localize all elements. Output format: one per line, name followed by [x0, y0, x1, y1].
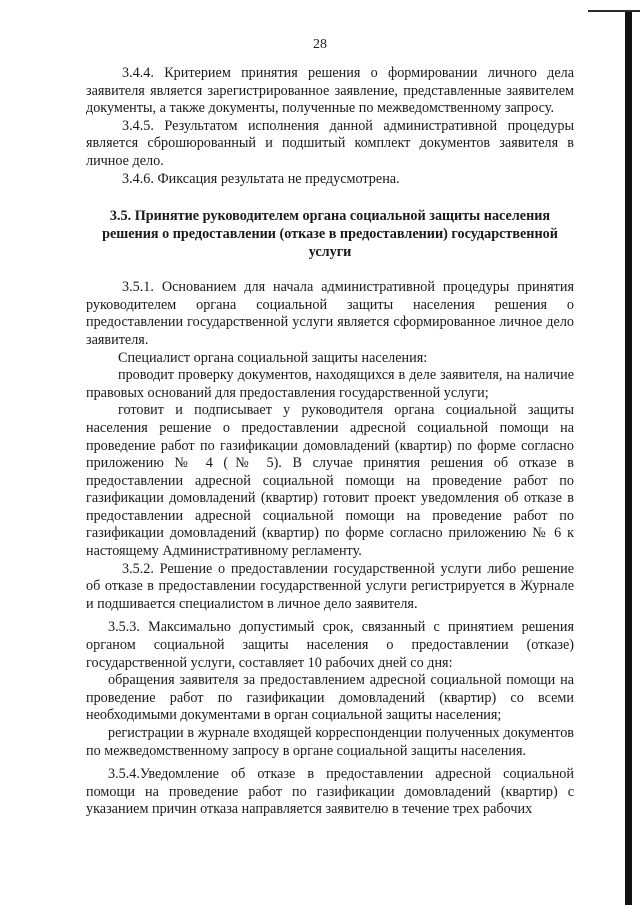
paragraph-3-4-4: 3.4.4. Критерием принятия решения о формировании личного дела заявителя является зарегистрированное заявление, представленные заявителем документы, а также документы, полученные по межведомственному запросу.: [86, 65, 574, 117]
term-item-2: регистрации в журнале входящей корреспонденции полученных документов по межведомственному запросу в органе социальной защиты населения.: [86, 725, 574, 759]
paragraph-3-4-5: 3.4.5. Результатом исполнения данной административной процедуры является сброшюрованный и подшитый комплект документов заявителя в личное дело.: [86, 117, 574, 169]
section-heading-3-5: 3.5. Принятие руководителем органа социальной защиты населения решения о предоставлении (отказе в предоставлении) государственной услуги: [102, 208, 558, 261]
specialist-item-1: проводит проверку документов, находящихся в деле заявителя, на наличие правовых оснований для предоставления государственной услуги;: [86, 367, 574, 401]
document-body: [86, 65, 574, 819]
paragraph-3-5-3: 3.5.3. Максимально допустимый срок, связанный с принятием решения органом социальной защиты населения о предоставлении (отказе) государственной услуги, составляет 10 рабочих дней со дня:: [86, 619, 574, 671]
paragraph-3-4-6: 3.4.6. Фиксация результата не предусмотрена.: [122, 170, 400, 187]
paragraph-3-5-1: 3.5.1. Основанием для начала административной процедуры принятия руководителем органа социальной защиты населения решения о предоставлении государственной услуги является сформированное личное дело заявителя.: [86, 279, 574, 348]
paragraph-3-5-2: 3.5.2. Решение о предоставлении государственной услуги либо решение об отказе в предоставлении государственной услуги регистрируется в Журнале и подшивается специалистом в личное дело заявителя.: [86, 560, 574, 612]
scan-edge-top: [588, 10, 640, 12]
term-item-1: обращения заявителя за предоставлением адресной социальной помощи на проведение работ по газификации домовладений (квартир) со всеми необходимыми документами в орган социальной защиты населения;: [86, 672, 574, 724]
specialist-intro: Специалист органа социальной защиты населения:: [118, 349, 428, 366]
scan-edge-right: [625, 12, 632, 905]
page-number: 28: [313, 37, 327, 52]
paragraph-3-5-4: 3.5.4.Уведомление об отказе в предоставлении адресной социальной помощи на проведение работ по газификации домовладений (квартир) с указанием причин отказа направляется заявителю в течение трех рабочих: [86, 766, 574, 818]
specialist-item-2: готовит и подписывает у руководителя органа социальной защиты населения решение о предоставлении адресной социальной помощи на проведение работ по газификации домовладений (квартир) по форме согласно приложению № 4 (№ 5). В случае принятия решения об отказе в предоставлении адресной социальной помощи на проведение работ по газификации домовладений (квартир) готовит проект уведомления об отказе в предоставлении адресной социальной помощи на проведение работ по газификации домовладений (квартир) по форме согласно приложению № 6 к настоящему Административному регламенту.: [86, 402, 574, 560]
